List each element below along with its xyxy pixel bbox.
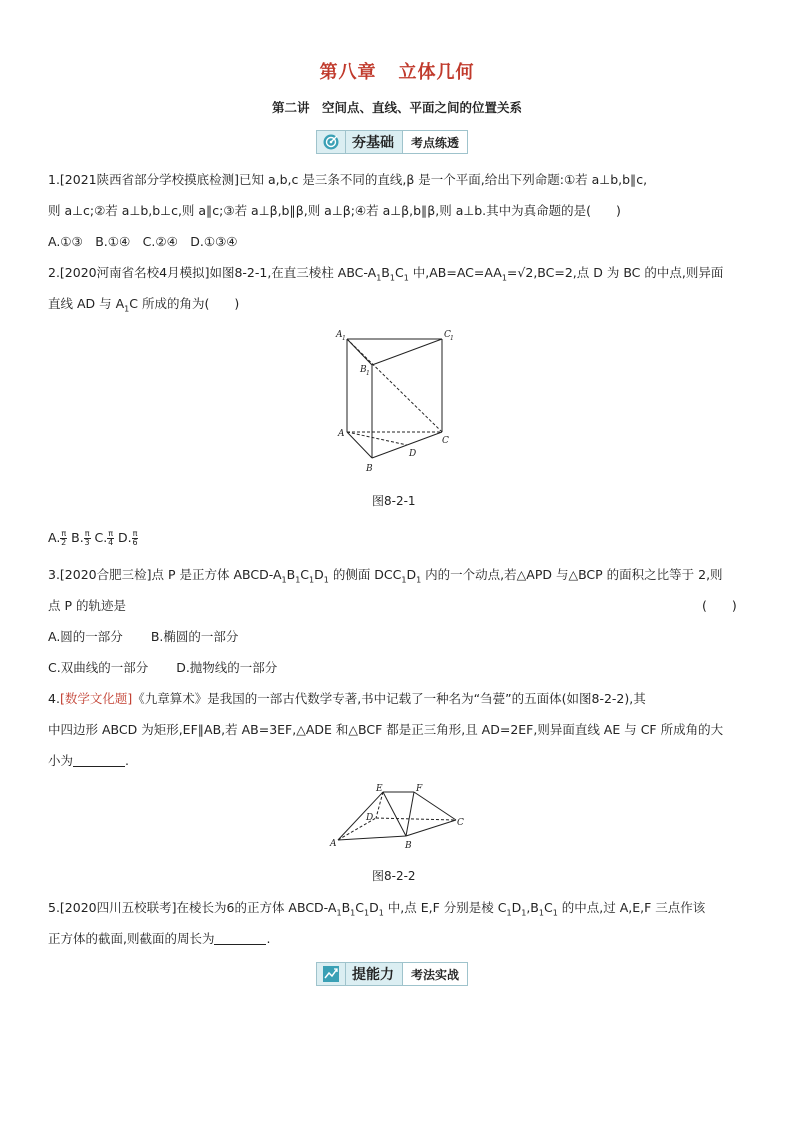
- q4-tag: [数学文化题]: [59, 691, 133, 706]
- edge-eb: [383, 792, 406, 836]
- q1-options: A.①③ B.①④ C.②④ D.①③④: [48, 234, 238, 249]
- q3-options-cd: C.双曲线的一部分 D.抛物线的一部分: [48, 660, 278, 675]
- chapter-number: 第八章: [319, 62, 377, 83]
- edge-ab: [338, 836, 406, 840]
- section-title: 第二讲 空间点、直线、平面之间的位置关系: [271, 100, 522, 115]
- edge-dc: [376, 818, 456, 820]
- edge-bc: [406, 820, 456, 836]
- q4-line1: 4.[数学文化题]《九章算术》是我国的一部古代数学专著,书中记载了一种名为“刍甍”的五面体(如图8-2-2),其: [48, 691, 646, 706]
- figure-8-2-1: [330, 322, 460, 482]
- chart-icon: [317, 963, 346, 985]
- chapter-name: 立体几何: [398, 62, 475, 83]
- edge-a1c: [347, 339, 442, 432]
- banner-main-label: 提能力: [346, 963, 402, 985]
- label-d: D: [366, 813, 374, 823]
- figure-8-2-2: [326, 780, 470, 852]
- banner-ability: [316, 962, 468, 986]
- q5-answer-blank: [214, 932, 266, 945]
- q3-line1: 3.[2020合肥三检]点 P 是正方体 ABCD-$A_1B_1C_1D_1$ 的侧面 $DCC_1D_1$ 内的一个动点,若△APD 与△BCP 的面积之比等于 2,则: [48, 567, 723, 585]
- figure-8-2-1-caption: 图8-2-1: [372, 494, 416, 508]
- edge-ad: [347, 432, 407, 445]
- label-a: A: [330, 839, 337, 849]
- edge-ab: [347, 432, 372, 458]
- svg-text:1: 1: [366, 370, 370, 377]
- label-c: C: [457, 818, 464, 828]
- label-c1: C: [444, 330, 451, 340]
- banner-main-label: 夯基础: [346, 131, 402, 153]
- banner-sub-label: 考法实战: [402, 963, 467, 985]
- chapter-title: [0, 58, 794, 84]
- label-b: B: [366, 464, 373, 474]
- q2-options: A. $\frac{\pi}{2}$ B. $\frac{\pi}{3}$ C. $\frac{\pi}{4}$ D. $\frac{\pi}{6}$: [48, 529, 138, 547]
- edge-b1c1: [372, 339, 442, 365]
- edge-fb: [406, 792, 414, 836]
- q5-line1: 5.[2020四川五校联考]在棱长为6的正方体 ABCD-$A_1B_1C_1D_1$ 中,点 E,F 分别是棱 $C_1D_1,B_1C_1$ 的中点,过 A,E,F 三点作该: [48, 900, 706, 918]
- figure-8-2-2-caption: 图8-2-2: [372, 869, 416, 883]
- label-c: C: [442, 436, 449, 446]
- edge-fc: [414, 792, 456, 820]
- q2-line1: 2.[2020河南省名校4月模拟]如图8-2-1,在直三棱柱 ABC-$A_1B_1C_1$ 中$,AB=AC=AA_1=√2,BC=2$,点 D 为 BC 的中点,则异面: [48, 265, 724, 283]
- q1-line2: 则 a⊥c;②若 a⊥b,b⊥c,则 a∥c;③若 a⊥β,b∥β,则 a⊥β;④若 a⊥β,b∥β,则 a⊥b.其中为真命题的是( ): [48, 203, 621, 218]
- svg-text:1: 1: [450, 335, 454, 342]
- banner-basics: [316, 130, 468, 154]
- label-a: A: [338, 429, 345, 439]
- q5-line2: 正方体的截面,则截面的周长为 .: [48, 931, 271, 946]
- label-f: F: [416, 784, 423, 794]
- label-d: D: [409, 449, 417, 459]
- label-b1: B: [360, 365, 367, 375]
- label-a1: A: [336, 330, 343, 340]
- q3-answer-paren: ( ): [702, 598, 737, 613]
- svg-text:1: 1: [342, 335, 346, 342]
- q4-line2: 中四边形 ABCD 为矩形,EF∥AB,若 AB=3EF,△ADE 和△BCF 都是正三角形,且 AD=2EF,则异面直线 AE 与 CF 所成角的大: [48, 722, 724, 737]
- edge-ea: [338, 792, 383, 840]
- q4-line3: 小为 .: [48, 753, 129, 768]
- label-b: B: [405, 841, 412, 851]
- target-icon: [317, 131, 346, 153]
- banner-sub-label: 考点练透: [402, 131, 467, 153]
- label-e: E: [376, 784, 383, 794]
- q1-line1: 1.[2021陕西省部分学校摸底检测]已知 a,b,c 是三条不同的直线,β 是一个平面,给出下列命题:①若 a⊥b,b∥c,: [48, 172, 648, 187]
- q4-answer-blank: [73, 754, 125, 767]
- q3-options-ab: A.圆的一部分 B.椭圆的一部分: [48, 629, 239, 644]
- q2-line2: 直线 AD 与 $A_1C$ 所成的角为( ): [48, 296, 240, 314]
- q3-line2: 点 P 的轨迹是: [48, 598, 126, 613]
